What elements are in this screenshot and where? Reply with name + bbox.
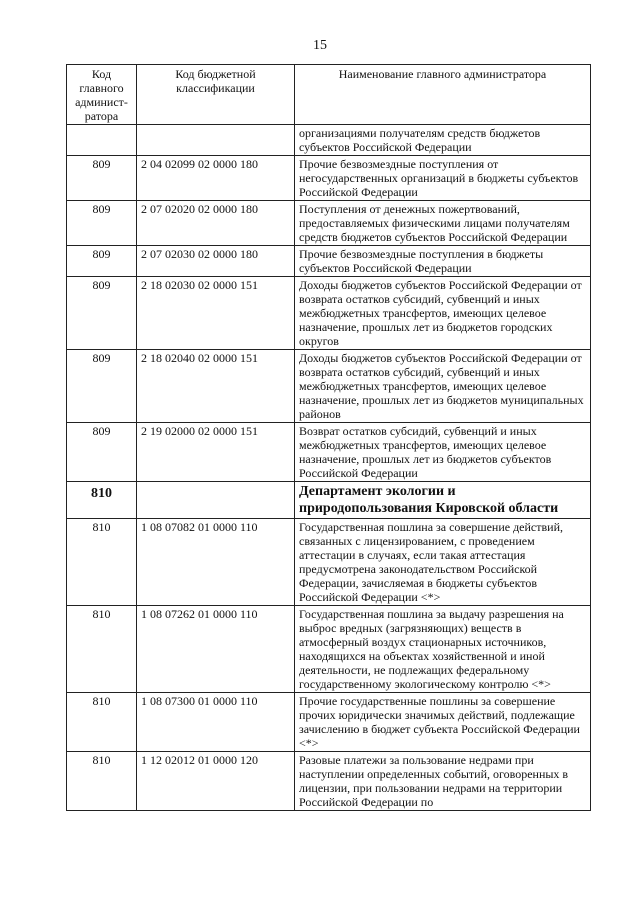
table-row [67, 277, 591, 350]
kbk-cell: 2 04 02099 02 0000 180 [137, 156, 295, 201]
admin-code-cell: 809 [67, 423, 137, 482]
admin-code-cell: 810 [67, 606, 137, 693]
kbk-cell [137, 125, 295, 156]
admin-code-cell: 809 [67, 246, 137, 277]
kbk-cell: 1 12 02012 01 0000 120 [137, 752, 295, 811]
admin-name-cell: Возврат остатков субсидий, субвенций и иных межбюджетных трансфертов, имеющих целевое назначение, прошлых лет из бюджетов субъектов Российской Федерации [295, 423, 591, 482]
table-row [67, 606, 591, 693]
kbk-cell: 1 08 07082 01 0000 110 [137, 519, 295, 606]
kbk-cell: 2 07 02030 02 0000 180 [137, 246, 295, 277]
admin-name-cell: Государственная пошлина за выдачу разрешения на выброс вредных (загрязняющих) веществ в атмосферный воздух стационарных источников, находящихся на объектах хозяйственной и иной деятельности, не подлежащих федеральному государственному экологическому контролю <*> [295, 606, 591, 693]
table-header-row [67, 65, 591, 125]
admin-name-cell: Прочие безвозмездные поступления в бюджеты субъектов Российской Федерации [295, 246, 591, 277]
kbk-cell: 2 07 02020 02 0000 180 [137, 201, 295, 246]
budget-classification-table [66, 64, 591, 811]
table-row [67, 246, 591, 277]
kbk-cell: 2 18 02030 02 0000 151 [137, 277, 295, 350]
admin-code-cell: 809 [67, 277, 137, 350]
table-row [67, 156, 591, 201]
table-row [67, 693, 591, 752]
page-number: 15 [313, 38, 327, 53]
admin-code-cell [67, 125, 137, 156]
admin-code-cell: 810 [67, 752, 137, 811]
header-admin-name: Наименование главного администратора [295, 65, 591, 125]
kbk-cell: 2 19 02000 02 0000 151 [137, 423, 295, 482]
header-admin-code: Код главного админист-ратора [67, 65, 137, 125]
table-row [67, 519, 591, 606]
admin-name-cell: организациями получателям средств бюджетов субъектов Российской Федерации [295, 125, 591, 156]
admin-name-cell: Поступления от денежных пожертвований, предоставляемых физическими лицами получателям средств бюджетов субъектов Российской Федерации [295, 201, 591, 246]
kbk-cell: 2 18 02040 02 0000 151 [137, 350, 295, 423]
table-row [67, 350, 591, 423]
admin-code-cell: 809 [67, 156, 137, 201]
table-row [67, 125, 591, 156]
kbk-cell: 1 08 07262 01 0000 110 [137, 606, 295, 693]
admin-name-cell: Разовые платежи за пользование недрами при наступлении определенных событий, оговоренных в лицензии, при пользовании недрами на территории Российской Федерации по [295, 752, 591, 811]
admin-name-cell: Доходы бюджетов субъектов Российской Федерации от возврата остатков субсидий, субвенций и иных межбюджетных трансфертов, имеющих целевое назначение, прошлых лет из бюджетов муниципальных районов [295, 350, 591, 423]
admin-code-cell: 810 [67, 519, 137, 606]
table-row [67, 423, 591, 482]
admin-code-cell: 809 [67, 201, 137, 246]
admin-name-cell: Прочие безвозмездные поступления от негосударственных организаций в бюджеты субъектов Российской Федерации [295, 156, 591, 201]
department-name-cell: Департамент экологии и природопользования Кировской области [295, 482, 591, 519]
department-row [67, 482, 591, 519]
admin-name-cell: Доходы бюджетов субъектов Российской Федерации от возврата остатков субсидий, субвенций и иных межбюджетных трансфертов, имеющих целевое назначение, прошлых лет из бюджетов городских округов [295, 277, 591, 350]
header-kbk: Код бюджетной классификации [137, 65, 295, 125]
admin-name-cell: Прочие государственные пошлины за совершение прочих юридически значимых действий, подлежащие зачислению в бюджет субъекта Российской Федерации <*> [295, 693, 591, 752]
admin-name-cell: Государственная пошлина за совершение действий, связанных с лицензированием, с проведением аттестации в случаях, если такая аттестация предусмотрена законодательством Российской Федерации, зачисляемая в бюджеты субъектов Российской Федерации <*> [295, 519, 591, 606]
kbk-cell: 1 08 07300 01 0000 110 [137, 693, 295, 752]
department-kbk-cell [137, 482, 295, 519]
admin-code-cell: 809 [67, 350, 137, 423]
department-code-cell: 810 [67, 482, 137, 519]
table-row [67, 752, 591, 811]
admin-code-cell: 810 [67, 693, 137, 752]
table-row [67, 201, 591, 246]
